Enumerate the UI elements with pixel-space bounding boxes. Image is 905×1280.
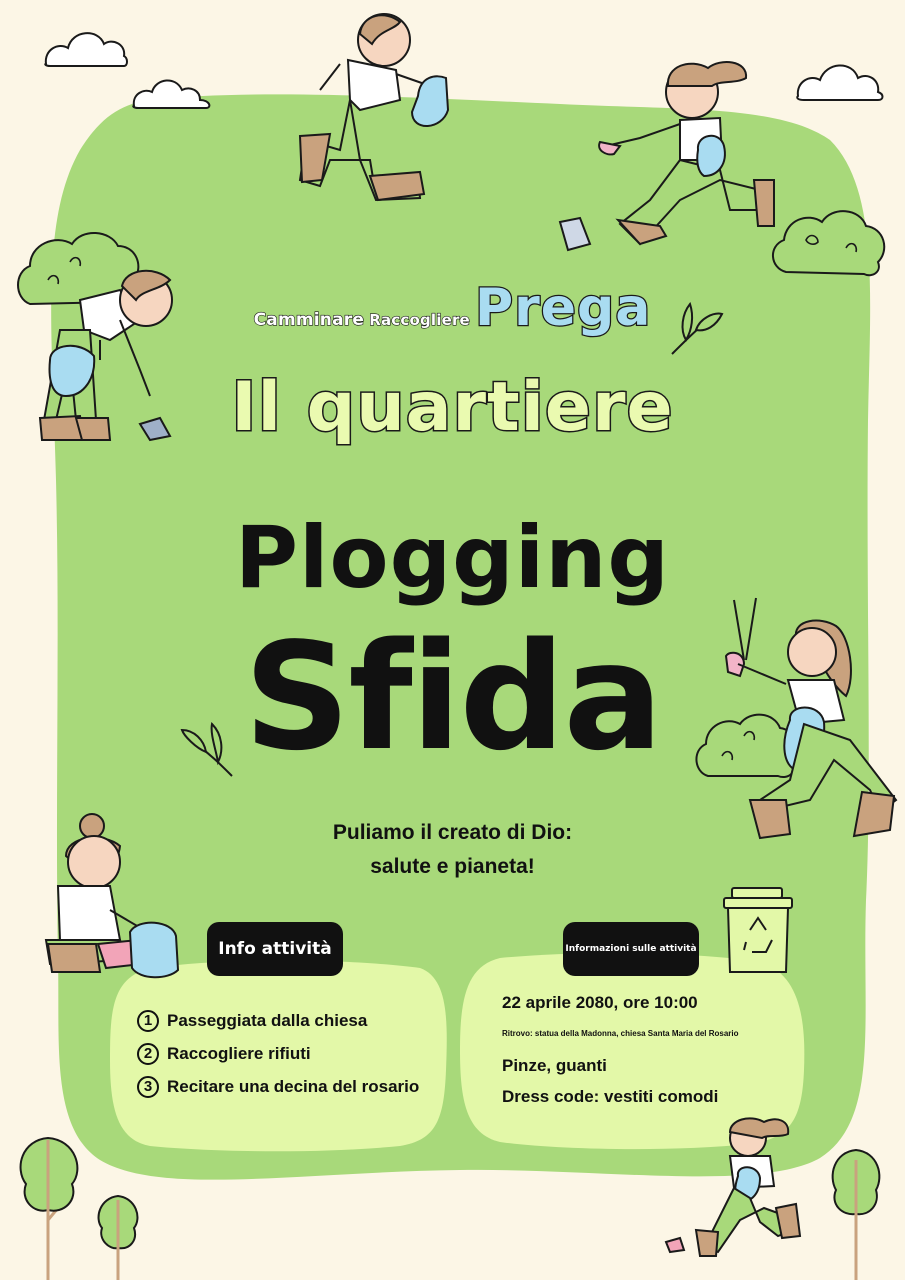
header-word-pray: Prega <box>475 278 652 338</box>
tools-needed: Pinze, guanti <box>502 1056 607 1075</box>
list-item <box>137 1070 419 1103</box>
number-badge: 2 <box>137 1043 159 1065</box>
event-date: 22 aprile 2080, ore 10:00 <box>502 993 698 1012</box>
cloud-icon <box>45 33 882 108</box>
recycle-bin-icon <box>724 888 792 972</box>
dress-code: Dress code: vestiti comodi <box>502 1087 719 1106</box>
list-item-text: Recitare una decina del rosario <box>167 1076 420 1096</box>
list-item <box>137 1037 419 1070</box>
tagline-line-1: Puliamo il creato di Dio: <box>332 821 573 844</box>
number-badge: 1 <box>137 1010 159 1032</box>
header-word-collect: Raccogliere <box>369 311 470 329</box>
number-badge: 3 <box>137 1076 159 1098</box>
tagline-line-2: salute e pianeta! <box>370 855 535 878</box>
tagline <box>0 816 905 884</box>
meeting-point: Ritrovo: statua della Madonna, chiesa Santa Maria del Rosario <box>502 1029 739 1038</box>
info-left-label: Info attività <box>207 922 343 976</box>
subtitle: Il quartiere <box>231 368 674 447</box>
title-line-1: Plogging <box>235 508 670 608</box>
title-line-2: Sfida <box>243 611 662 783</box>
header-word-walk: Camminare <box>253 310 365 330</box>
list-item-text: Raccogliere rifiuti <box>167 1043 311 1063</box>
list-item-text: Passeggiata dalla chiesa <box>167 1010 368 1030</box>
header-line <box>0 278 905 338</box>
list-item <box>137 1004 419 1037</box>
activity-list <box>137 1004 419 1103</box>
info-right-label: Informazioni sulle attività <box>563 922 699 976</box>
